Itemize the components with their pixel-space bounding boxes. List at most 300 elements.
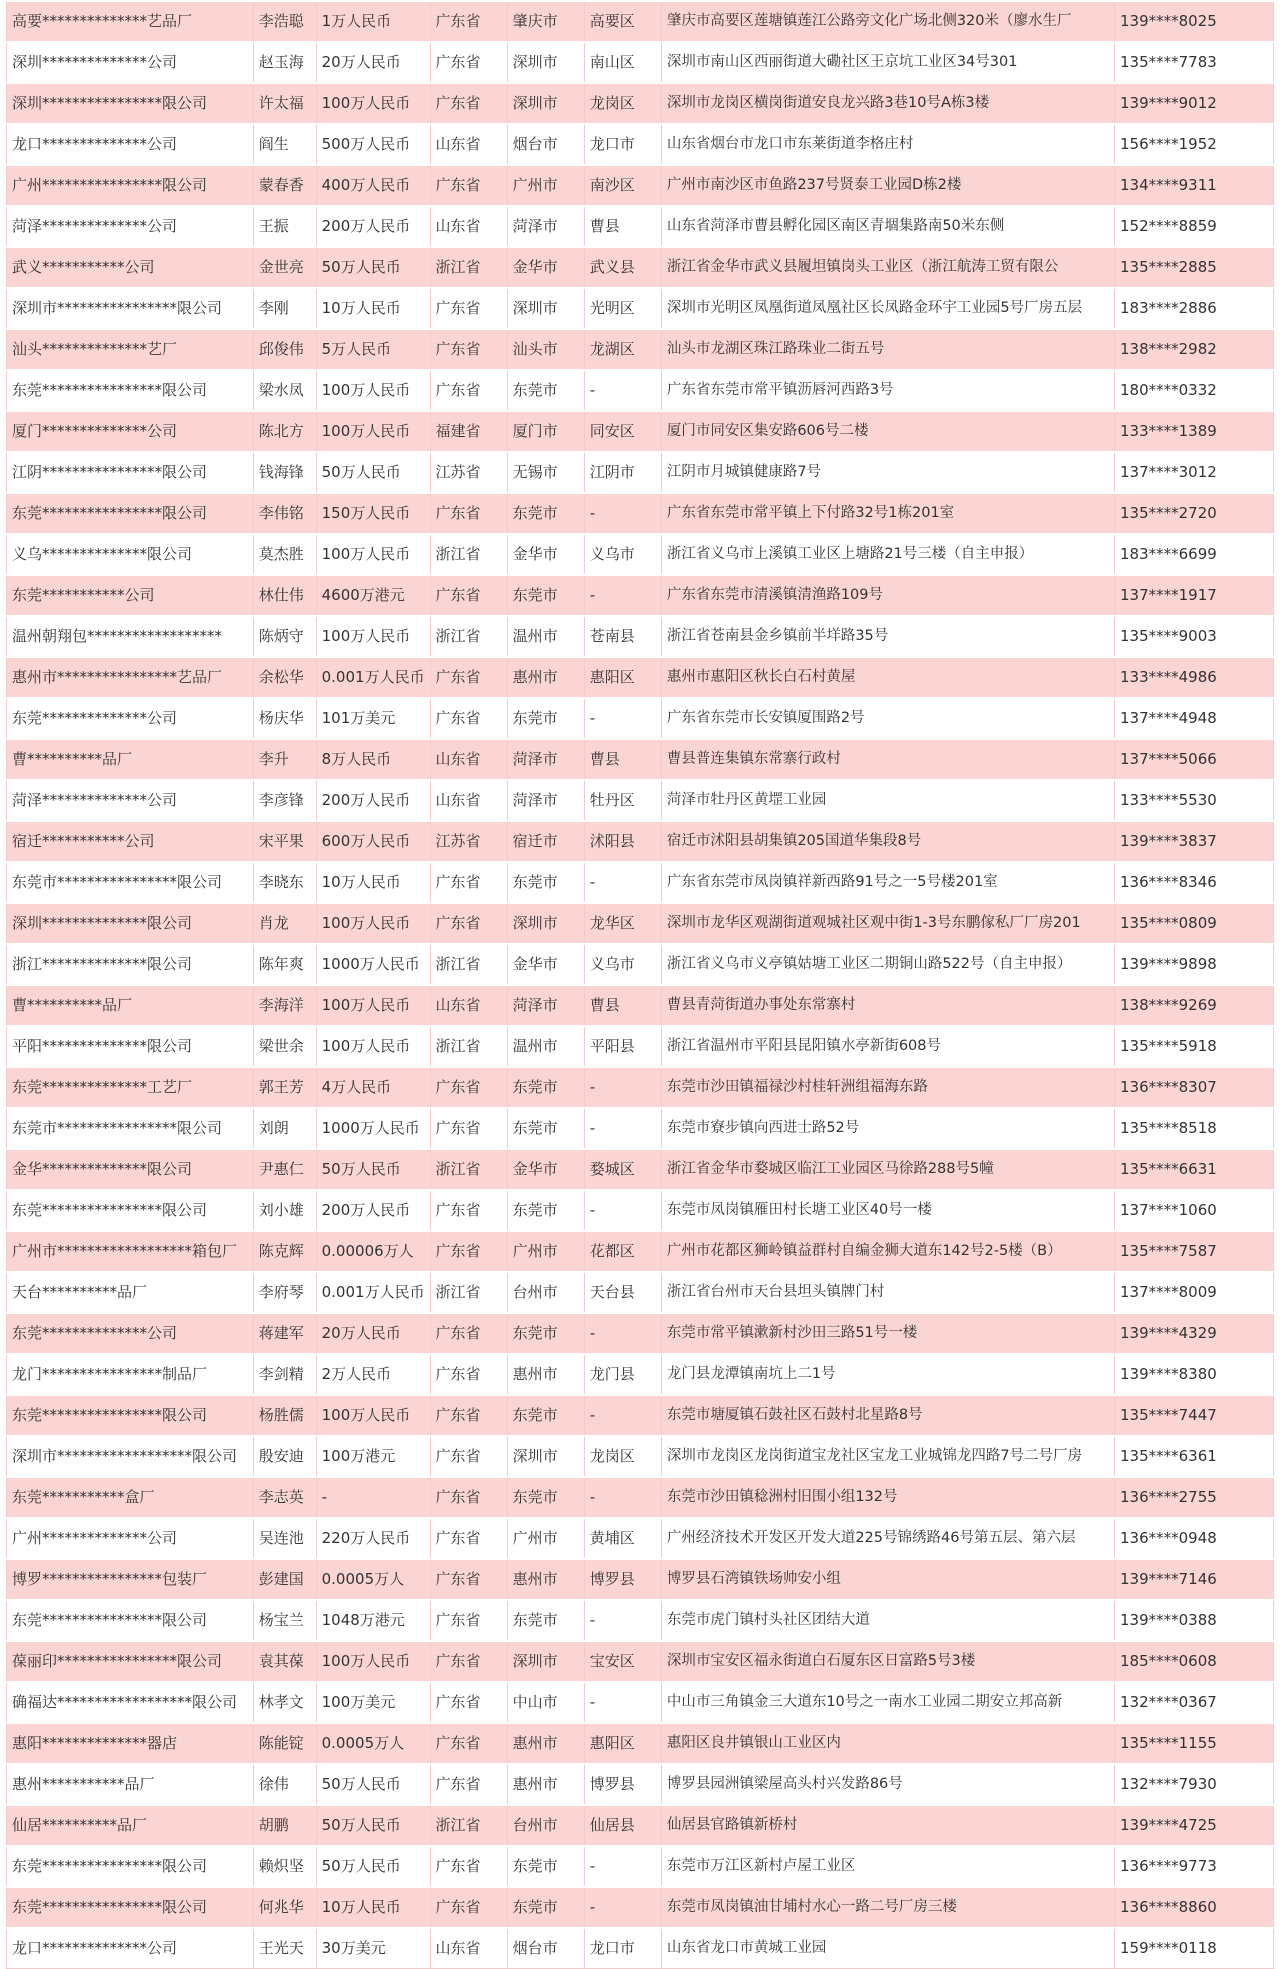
- table-row: [7, 1354, 1274, 1395]
- contact-name-cell: 陈炳守: [253, 616, 316, 657]
- province-cell: 山东省: [430, 124, 507, 165]
- company-name-cell: 广州市******************箱包厂: [7, 1231, 254, 1272]
- address-cell: 惠州市惠阳区秋长白石村黄屋: [661, 657, 1114, 698]
- city-cell: 温州市: [507, 616, 584, 657]
- province-cell: 广东省: [430, 42, 507, 83]
- table-row: [7, 1805, 1274, 1846]
- address-cell: 厦门市同安区集安路606号二楼: [661, 411, 1114, 452]
- registered-capital-cell: 5万人民币: [316, 329, 430, 370]
- registered-capital-cell: 1万人民币: [316, 1, 430, 42]
- table-row: [7, 329, 1274, 370]
- province-cell: 广东省: [430, 329, 507, 370]
- city-cell: 东莞市: [507, 1600, 584, 1641]
- district-cell: -: [584, 370, 661, 411]
- district-cell: 义乌市: [584, 944, 661, 985]
- company-table-container: [6, 0, 1274, 1969]
- city-cell: 温州市: [507, 1026, 584, 1067]
- district-cell: 龙湖区: [584, 329, 661, 370]
- registered-capital-cell: 600万人民币: [316, 821, 430, 862]
- company-name-cell: 东莞***********盒厂: [7, 1477, 254, 1518]
- company-name-cell: 东莞**************公司: [7, 698, 254, 739]
- phone-cell: 135****6361: [1115, 1436, 1274, 1477]
- company-name-cell: 浙江**************限公司: [7, 944, 254, 985]
- province-cell: 广东省: [430, 862, 507, 903]
- address-cell: 东莞市沙田镇稔洲村旧围小组132号: [661, 1477, 1114, 1518]
- company-name-cell: 汕头**************艺厂: [7, 329, 254, 370]
- phone-cell: 152****8859: [1115, 206, 1274, 247]
- city-cell: 东莞市: [507, 370, 584, 411]
- district-cell: -: [584, 493, 661, 534]
- district-cell: 曹县: [584, 739, 661, 780]
- phone-cell: 183****2886: [1115, 288, 1274, 329]
- contact-name-cell: 王光天: [253, 1928, 316, 1969]
- table-row: [7, 370, 1274, 411]
- contact-name-cell: 宋平果: [253, 821, 316, 862]
- city-cell: 菏泽市: [507, 206, 584, 247]
- registered-capital-cell: 100万人民币: [316, 1641, 430, 1682]
- contact-name-cell: 阎生: [253, 124, 316, 165]
- address-cell: 深圳市南山区西丽街道大磡社区王京坑工业区34号301: [661, 42, 1114, 83]
- district-cell: 仙居县: [584, 1805, 661, 1846]
- province-cell: 广东省: [430, 1354, 507, 1395]
- table-row: [7, 944, 1274, 985]
- contact-name-cell: 蒙春香: [253, 165, 316, 206]
- province-cell: 山东省: [430, 739, 507, 780]
- registered-capital-cell: 101万美元: [316, 698, 430, 739]
- province-cell: 山东省: [430, 780, 507, 821]
- city-cell: 广州市: [507, 1518, 584, 1559]
- company-name-cell: 广州****************限公司: [7, 165, 254, 206]
- table-row: [7, 1682, 1274, 1723]
- address-cell: 浙江省义乌市上溪镇工业区上塘路21号三楼（自主申报）: [661, 534, 1114, 575]
- address-cell: 东莞市沙田镇福禄沙村桂轩洲组福海东路: [661, 1067, 1114, 1108]
- district-cell: 龙华区: [584, 903, 661, 944]
- address-cell: 东莞市塘厦镇石鼓社区石鼓村北星路8号: [661, 1395, 1114, 1436]
- table-row: [7, 1313, 1274, 1354]
- province-cell: 山东省: [430, 985, 507, 1026]
- province-cell: 广东省: [430, 1477, 507, 1518]
- registered-capital-cell: 8万人民币: [316, 739, 430, 780]
- company-name-cell: 曹**********品厂: [7, 985, 254, 1026]
- contact-name-cell: 李伟铭: [253, 493, 316, 534]
- company-name-cell: 东莞****************限公司: [7, 370, 254, 411]
- city-cell: 深圳市: [507, 1436, 584, 1477]
- city-cell: 惠州市: [507, 1354, 584, 1395]
- address-cell: 广东省东莞市常平镇沥唇河西路3号: [661, 370, 1114, 411]
- province-cell: 浙江省: [430, 1805, 507, 1846]
- table-row: [7, 657, 1274, 698]
- address-cell: 肇庆市高要区莲塘镇莲江公路旁文化广场北侧320米（廖水生厂: [661, 1, 1114, 42]
- district-cell: 婺城区: [584, 1149, 661, 1190]
- city-cell: 东莞市: [507, 1067, 584, 1108]
- address-cell: 广州市花都区狮岭镇益群村自编金狮大道东142号2-5楼（B）: [661, 1231, 1114, 1272]
- province-cell: 浙江省: [430, 616, 507, 657]
- registered-capital-cell: 1000万人民币: [316, 944, 430, 985]
- province-cell: 广东省: [430, 1395, 507, 1436]
- registered-capital-cell: 200万人民币: [316, 206, 430, 247]
- city-cell: 东莞市: [507, 1395, 584, 1436]
- contact-name-cell: 王振: [253, 206, 316, 247]
- district-cell: 武义县: [584, 247, 661, 288]
- city-cell: 菏泽市: [507, 780, 584, 821]
- city-cell: 金华市: [507, 1149, 584, 1190]
- district-cell: -: [584, 862, 661, 903]
- company-name-cell: 东莞****************限公司: [7, 493, 254, 534]
- company-name-cell: 东莞****************限公司: [7, 1887, 254, 1928]
- phone-cell: 137****4948: [1115, 698, 1274, 739]
- table-row: [7, 575, 1274, 616]
- district-cell: 龙岗区: [584, 83, 661, 124]
- city-cell: 无锡市: [507, 452, 584, 493]
- registered-capital-cell: 100万人民币: [316, 83, 430, 124]
- registered-capital-cell: -: [316, 1477, 430, 1518]
- phone-cell: 136****9773: [1115, 1846, 1274, 1887]
- district-cell: 惠阳区: [584, 657, 661, 698]
- city-cell: 惠州市: [507, 657, 584, 698]
- contact-name-cell: 陈能锭: [253, 1723, 316, 1764]
- registered-capital-cell: 30万美元: [316, 1928, 430, 1969]
- district-cell: 宝安区: [584, 1641, 661, 1682]
- contact-name-cell: 李浩聪: [253, 1, 316, 42]
- address-cell: 东莞市寮步镇向西进士路52号: [661, 1108, 1114, 1149]
- contact-name-cell: 李升: [253, 739, 316, 780]
- address-cell: 浙江省义乌市义亭镇姑塘工业区二期铜山路522号（自主申报）: [661, 944, 1114, 985]
- city-cell: 深圳市: [507, 42, 584, 83]
- phone-cell: 139****8380: [1115, 1354, 1274, 1395]
- contact-name-cell: 陈年爽: [253, 944, 316, 985]
- registered-capital-cell: 100万人民币: [316, 1395, 430, 1436]
- table-row: [7, 1723, 1274, 1764]
- registered-capital-cell: 10万人民币: [316, 1887, 430, 1928]
- table-row: [7, 1600, 1274, 1641]
- company-name-cell: 惠州***********品厂: [7, 1764, 254, 1805]
- city-cell: 东莞市: [507, 698, 584, 739]
- company-name-cell: 东莞****************限公司: [7, 1395, 254, 1436]
- table-row: [7, 1108, 1274, 1149]
- address-cell: 山东省烟台市龙口市东莱街道李格庄村: [661, 124, 1114, 165]
- company-table: [6, 0, 1274, 1969]
- province-cell: 广东省: [430, 698, 507, 739]
- contact-name-cell: 梁水凤: [253, 370, 316, 411]
- province-cell: 广东省: [430, 1600, 507, 1641]
- city-cell: 深圳市: [507, 83, 584, 124]
- address-cell: 宿迁市沭阳县胡集镇205国道华集段8号: [661, 821, 1114, 862]
- district-cell: 天台县: [584, 1272, 661, 1313]
- phone-cell: 137****1060: [1115, 1190, 1274, 1231]
- address-cell: 广州市南沙区市鱼路237号贤泰工业园D栋2楼: [661, 165, 1114, 206]
- company-name-cell: 龙口**************公司: [7, 124, 254, 165]
- province-cell: 广东省: [430, 165, 507, 206]
- phone-cell: 135****0809: [1115, 903, 1274, 944]
- registered-capital-cell: 50万人民币: [316, 1149, 430, 1190]
- phone-cell: 139****3837: [1115, 821, 1274, 862]
- district-cell: -: [584, 1477, 661, 1518]
- city-cell: 东莞市: [507, 493, 584, 534]
- contact-name-cell: 何兆华: [253, 1887, 316, 1928]
- contact-name-cell: 李晓东: [253, 862, 316, 903]
- table-row: [7, 862, 1274, 903]
- address-cell: 浙江省金华市武义县履坦镇岗头工业区（浙江航涛工贸有限公: [661, 247, 1114, 288]
- registered-capital-cell: 20万人民币: [316, 1313, 430, 1354]
- registered-capital-cell: 150万人民币: [316, 493, 430, 534]
- table-body: [7, 1, 1274, 1969]
- district-cell: 龙岗区: [584, 1436, 661, 1477]
- city-cell: 厦门市: [507, 411, 584, 452]
- registered-capital-cell: 0.001万人民币: [316, 657, 430, 698]
- district-cell: 高要区: [584, 1, 661, 42]
- company-name-cell: 义乌**************限公司: [7, 534, 254, 575]
- address-cell: 深圳市宝安区福永街道白石厦东区日富路5号3楼: [661, 1641, 1114, 1682]
- city-cell: 菏泽市: [507, 985, 584, 1026]
- phone-cell: 139****4725: [1115, 1805, 1274, 1846]
- city-cell: 惠州市: [507, 1723, 584, 1764]
- phone-cell: 139****8025: [1115, 1, 1274, 42]
- table-row: [7, 1641, 1274, 1682]
- registered-capital-cell: 0.0005万人: [316, 1559, 430, 1600]
- table-row: [7, 1436, 1274, 1477]
- district-cell: -: [584, 1600, 661, 1641]
- district-cell: 南沙区: [584, 165, 661, 206]
- address-cell: 东莞市虎门镇村头社区团结大道: [661, 1600, 1114, 1641]
- district-cell: 义乌市: [584, 534, 661, 575]
- contact-name-cell: 赵玉海: [253, 42, 316, 83]
- contact-name-cell: 邱俊伟: [253, 329, 316, 370]
- phone-cell: 136****8860: [1115, 1887, 1274, 1928]
- contact-name-cell: 尹惠仁: [253, 1149, 316, 1190]
- table-row: [7, 1928, 1274, 1969]
- company-name-cell: 高要**************艺品厂: [7, 1, 254, 42]
- province-cell: 广东省: [430, 288, 507, 329]
- table-row: [7, 1149, 1274, 1190]
- phone-cell: 136****8307: [1115, 1067, 1274, 1108]
- district-cell: 沭阳县: [584, 821, 661, 862]
- contact-name-cell: 徐伟: [253, 1764, 316, 1805]
- registered-capital-cell: 1000万人民币: [316, 1108, 430, 1149]
- district-cell: 博罗县: [584, 1559, 661, 1600]
- province-cell: 福建省: [430, 411, 507, 452]
- table-row: [7, 1518, 1274, 1559]
- district-cell: -: [584, 1846, 661, 1887]
- company-name-cell: 菏泽**************公司: [7, 206, 254, 247]
- phone-cell: 137****3012: [1115, 452, 1274, 493]
- contact-name-cell: 陈克辉: [253, 1231, 316, 1272]
- province-cell: 浙江省: [430, 247, 507, 288]
- phone-cell: 136****8346: [1115, 862, 1274, 903]
- registered-capital-cell: 10万人民币: [316, 288, 430, 329]
- table-row: [7, 821, 1274, 862]
- phone-cell: 135****7447: [1115, 1395, 1274, 1436]
- company-name-cell: 曹**********品厂: [7, 739, 254, 780]
- province-cell: 广东省: [430, 1067, 507, 1108]
- address-cell: 广东省东莞市清溪镇清渔路109号: [661, 575, 1114, 616]
- province-cell: 广东省: [430, 493, 507, 534]
- registered-capital-cell: 50万人民币: [316, 1846, 430, 1887]
- city-cell: 东莞市: [507, 1846, 584, 1887]
- city-cell: 台州市: [507, 1272, 584, 1313]
- contact-name-cell: 李府琴: [253, 1272, 316, 1313]
- phone-cell: 135****5918: [1115, 1026, 1274, 1067]
- phone-cell: 135****2885: [1115, 247, 1274, 288]
- registered-capital-cell: 4600万港元: [316, 575, 430, 616]
- address-cell: 东莞市凤岗镇雁田村长塘工业区40号一楼: [661, 1190, 1114, 1231]
- city-cell: 金华市: [507, 247, 584, 288]
- company-name-cell: 深圳市****************限公司: [7, 288, 254, 329]
- phone-cell: 139****9898: [1115, 944, 1274, 985]
- contact-name-cell: 李彦锋: [253, 780, 316, 821]
- table-row: [7, 1272, 1274, 1313]
- phone-cell: 156****1952: [1115, 124, 1274, 165]
- address-cell: 广东省东莞市常平镇上下付路32号1栋201室: [661, 493, 1114, 534]
- province-cell: 广东省: [430, 1313, 507, 1354]
- address-cell: 龙门县龙潭镇南坑上二1号: [661, 1354, 1114, 1395]
- province-cell: 江苏省: [430, 452, 507, 493]
- company-name-cell: 东莞****************限公司: [7, 1600, 254, 1641]
- phone-cell: 180****0332: [1115, 370, 1274, 411]
- registered-capital-cell: 100万人民币: [316, 616, 430, 657]
- table-row: [7, 534, 1274, 575]
- province-cell: 广东省: [430, 1, 507, 42]
- table-row: [7, 1887, 1274, 1928]
- city-cell: 深圳市: [507, 1641, 584, 1682]
- district-cell: 曹县: [584, 985, 661, 1026]
- table-row: [7, 165, 1274, 206]
- province-cell: 广东省: [430, 1436, 507, 1477]
- registered-capital-cell: 100万人民币: [316, 1026, 430, 1067]
- registered-capital-cell: 500万人民币: [316, 124, 430, 165]
- city-cell: 东莞市: [507, 1108, 584, 1149]
- province-cell: 浙江省: [430, 1272, 507, 1313]
- table-row: [7, 206, 1274, 247]
- city-cell: 深圳市: [507, 903, 584, 944]
- table-row: [7, 452, 1274, 493]
- company-name-cell: 广州**************公司: [7, 1518, 254, 1559]
- district-cell: -: [584, 1190, 661, 1231]
- contact-name-cell: 胡鹏: [253, 1805, 316, 1846]
- address-cell: 东莞市凤岗镇油甘埔村水心一路二号厂房三楼: [661, 1887, 1114, 1928]
- district-cell: -: [584, 698, 661, 739]
- table-row: [7, 411, 1274, 452]
- contact-name-cell: 梁世余: [253, 1026, 316, 1067]
- city-cell: 菏泽市: [507, 739, 584, 780]
- contact-name-cell: 许太福: [253, 83, 316, 124]
- city-cell: 金华市: [507, 944, 584, 985]
- table-row: [7, 124, 1274, 165]
- address-cell: 江阴市月城镇健康路7号: [661, 452, 1114, 493]
- district-cell: -: [584, 1682, 661, 1723]
- contact-name-cell: 杨宝兰: [253, 1600, 316, 1641]
- company-name-cell: 龙口**************公司: [7, 1928, 254, 1969]
- phone-cell: 138****2982: [1115, 329, 1274, 370]
- address-cell: 博罗县园洲镇梁屋高头村兴发路86号: [661, 1764, 1114, 1805]
- phone-cell: 139****0388: [1115, 1600, 1274, 1641]
- province-cell: 广东省: [430, 1723, 507, 1764]
- company-name-cell: 菏泽**************公司: [7, 780, 254, 821]
- contact-name-cell: 林仕伟: [253, 575, 316, 616]
- district-cell: -: [584, 575, 661, 616]
- city-cell: 中山市: [507, 1682, 584, 1723]
- phone-cell: 135****2720: [1115, 493, 1274, 534]
- registered-capital-cell: 100万港元: [316, 1436, 430, 1477]
- address-cell: 山东省龙口市黄城工业园: [661, 1928, 1114, 1969]
- phone-cell: 133****1389: [1115, 411, 1274, 452]
- address-cell: 深圳市光明区凤凰街道凤凰社区长凤路金环宇工业园5号厂房五层: [661, 288, 1114, 329]
- contact-name-cell: 余松华: [253, 657, 316, 698]
- phone-cell: 136****2755: [1115, 1477, 1274, 1518]
- district-cell: 曹县: [584, 206, 661, 247]
- district-cell: -: [584, 1887, 661, 1928]
- city-cell: 惠州市: [507, 1559, 584, 1600]
- district-cell: 光明区: [584, 288, 661, 329]
- address-cell: 东莞市万江区新村卢屋工业区: [661, 1846, 1114, 1887]
- contact-name-cell: 李志英: [253, 1477, 316, 1518]
- company-name-cell: 金华**************限公司: [7, 1149, 254, 1190]
- company-name-cell: 厦门**************公司: [7, 411, 254, 452]
- phone-cell: 135****8518: [1115, 1108, 1274, 1149]
- registered-capital-cell: 20万人民币: [316, 42, 430, 83]
- contact-name-cell: 李刚: [253, 288, 316, 329]
- address-cell: 广州经济技术开发区开发大道225号锦绣路46号第五层、第六层: [661, 1518, 1114, 1559]
- district-cell: 龙口市: [584, 1928, 661, 1969]
- table-row: [7, 1559, 1274, 1600]
- province-cell: 广东省: [430, 1518, 507, 1559]
- city-cell: 惠州市: [507, 1764, 584, 1805]
- city-cell: 东莞市: [507, 1313, 584, 1354]
- registered-capital-cell: 0.0005万人: [316, 1723, 430, 1764]
- company-name-cell: 东莞**************公司: [7, 1313, 254, 1354]
- province-cell: 浙江省: [430, 1026, 507, 1067]
- address-cell: 深圳市龙岗区龙岗街道宝龙社区宝龙工业城锦龙四路7号二号厂房: [661, 1436, 1114, 1477]
- address-cell: 仙居县官路镇新桥村: [661, 1805, 1114, 1846]
- company-name-cell: 东莞**************工艺厂: [7, 1067, 254, 1108]
- table-row: [7, 1846, 1274, 1887]
- province-cell: 广东省: [430, 1887, 507, 1928]
- city-cell: 金华市: [507, 534, 584, 575]
- contact-name-cell: 李海洋: [253, 985, 316, 1026]
- province-cell: 浙江省: [430, 944, 507, 985]
- city-cell: 东莞市: [507, 1477, 584, 1518]
- address-cell: 博罗县石湾镇铁场帅安小组: [661, 1559, 1114, 1600]
- city-cell: 东莞市: [507, 1887, 584, 1928]
- province-cell: 浙江省: [430, 534, 507, 575]
- district-cell: 苍南县: [584, 616, 661, 657]
- city-cell: 宿迁市: [507, 821, 584, 862]
- phone-cell: 135****1155: [1115, 1723, 1274, 1764]
- province-cell: 江苏省: [430, 821, 507, 862]
- company-name-cell: 东莞市****************限公司: [7, 862, 254, 903]
- phone-cell: 137****5066: [1115, 739, 1274, 780]
- city-cell: 广州市: [507, 165, 584, 206]
- address-cell: 浙江省苍南县金乡镇前半垟路35号: [661, 616, 1114, 657]
- table-row: [7, 1764, 1274, 1805]
- address-cell: 深圳市龙岗区横岗街道安良龙兴路3巷10号A栋3楼: [661, 83, 1114, 124]
- contact-name-cell: 肖龙: [253, 903, 316, 944]
- company-name-cell: 东莞***********公司: [7, 575, 254, 616]
- company-name-cell: 平阳**************限公司: [7, 1026, 254, 1067]
- phone-cell: 159****0118: [1115, 1928, 1274, 1969]
- phone-cell: 137****8009: [1115, 1272, 1274, 1313]
- province-cell: 广东省: [430, 1641, 507, 1682]
- phone-cell: 133****5530: [1115, 780, 1274, 821]
- registered-capital-cell: 50万人民币: [316, 1764, 430, 1805]
- address-cell: 山东省菏泽市曹县孵化园区南区青堌集路南50米东侧: [661, 206, 1114, 247]
- contact-name-cell: 钱海锋: [253, 452, 316, 493]
- phone-cell: 183****6699: [1115, 534, 1274, 575]
- company-name-cell: 惠州市****************艺品厂: [7, 657, 254, 698]
- district-cell: 花都区: [584, 1231, 661, 1272]
- registered-capital-cell: 1048万港元: [316, 1600, 430, 1641]
- contact-name-cell: 彭建国: [253, 1559, 316, 1600]
- table-row: [7, 42, 1274, 83]
